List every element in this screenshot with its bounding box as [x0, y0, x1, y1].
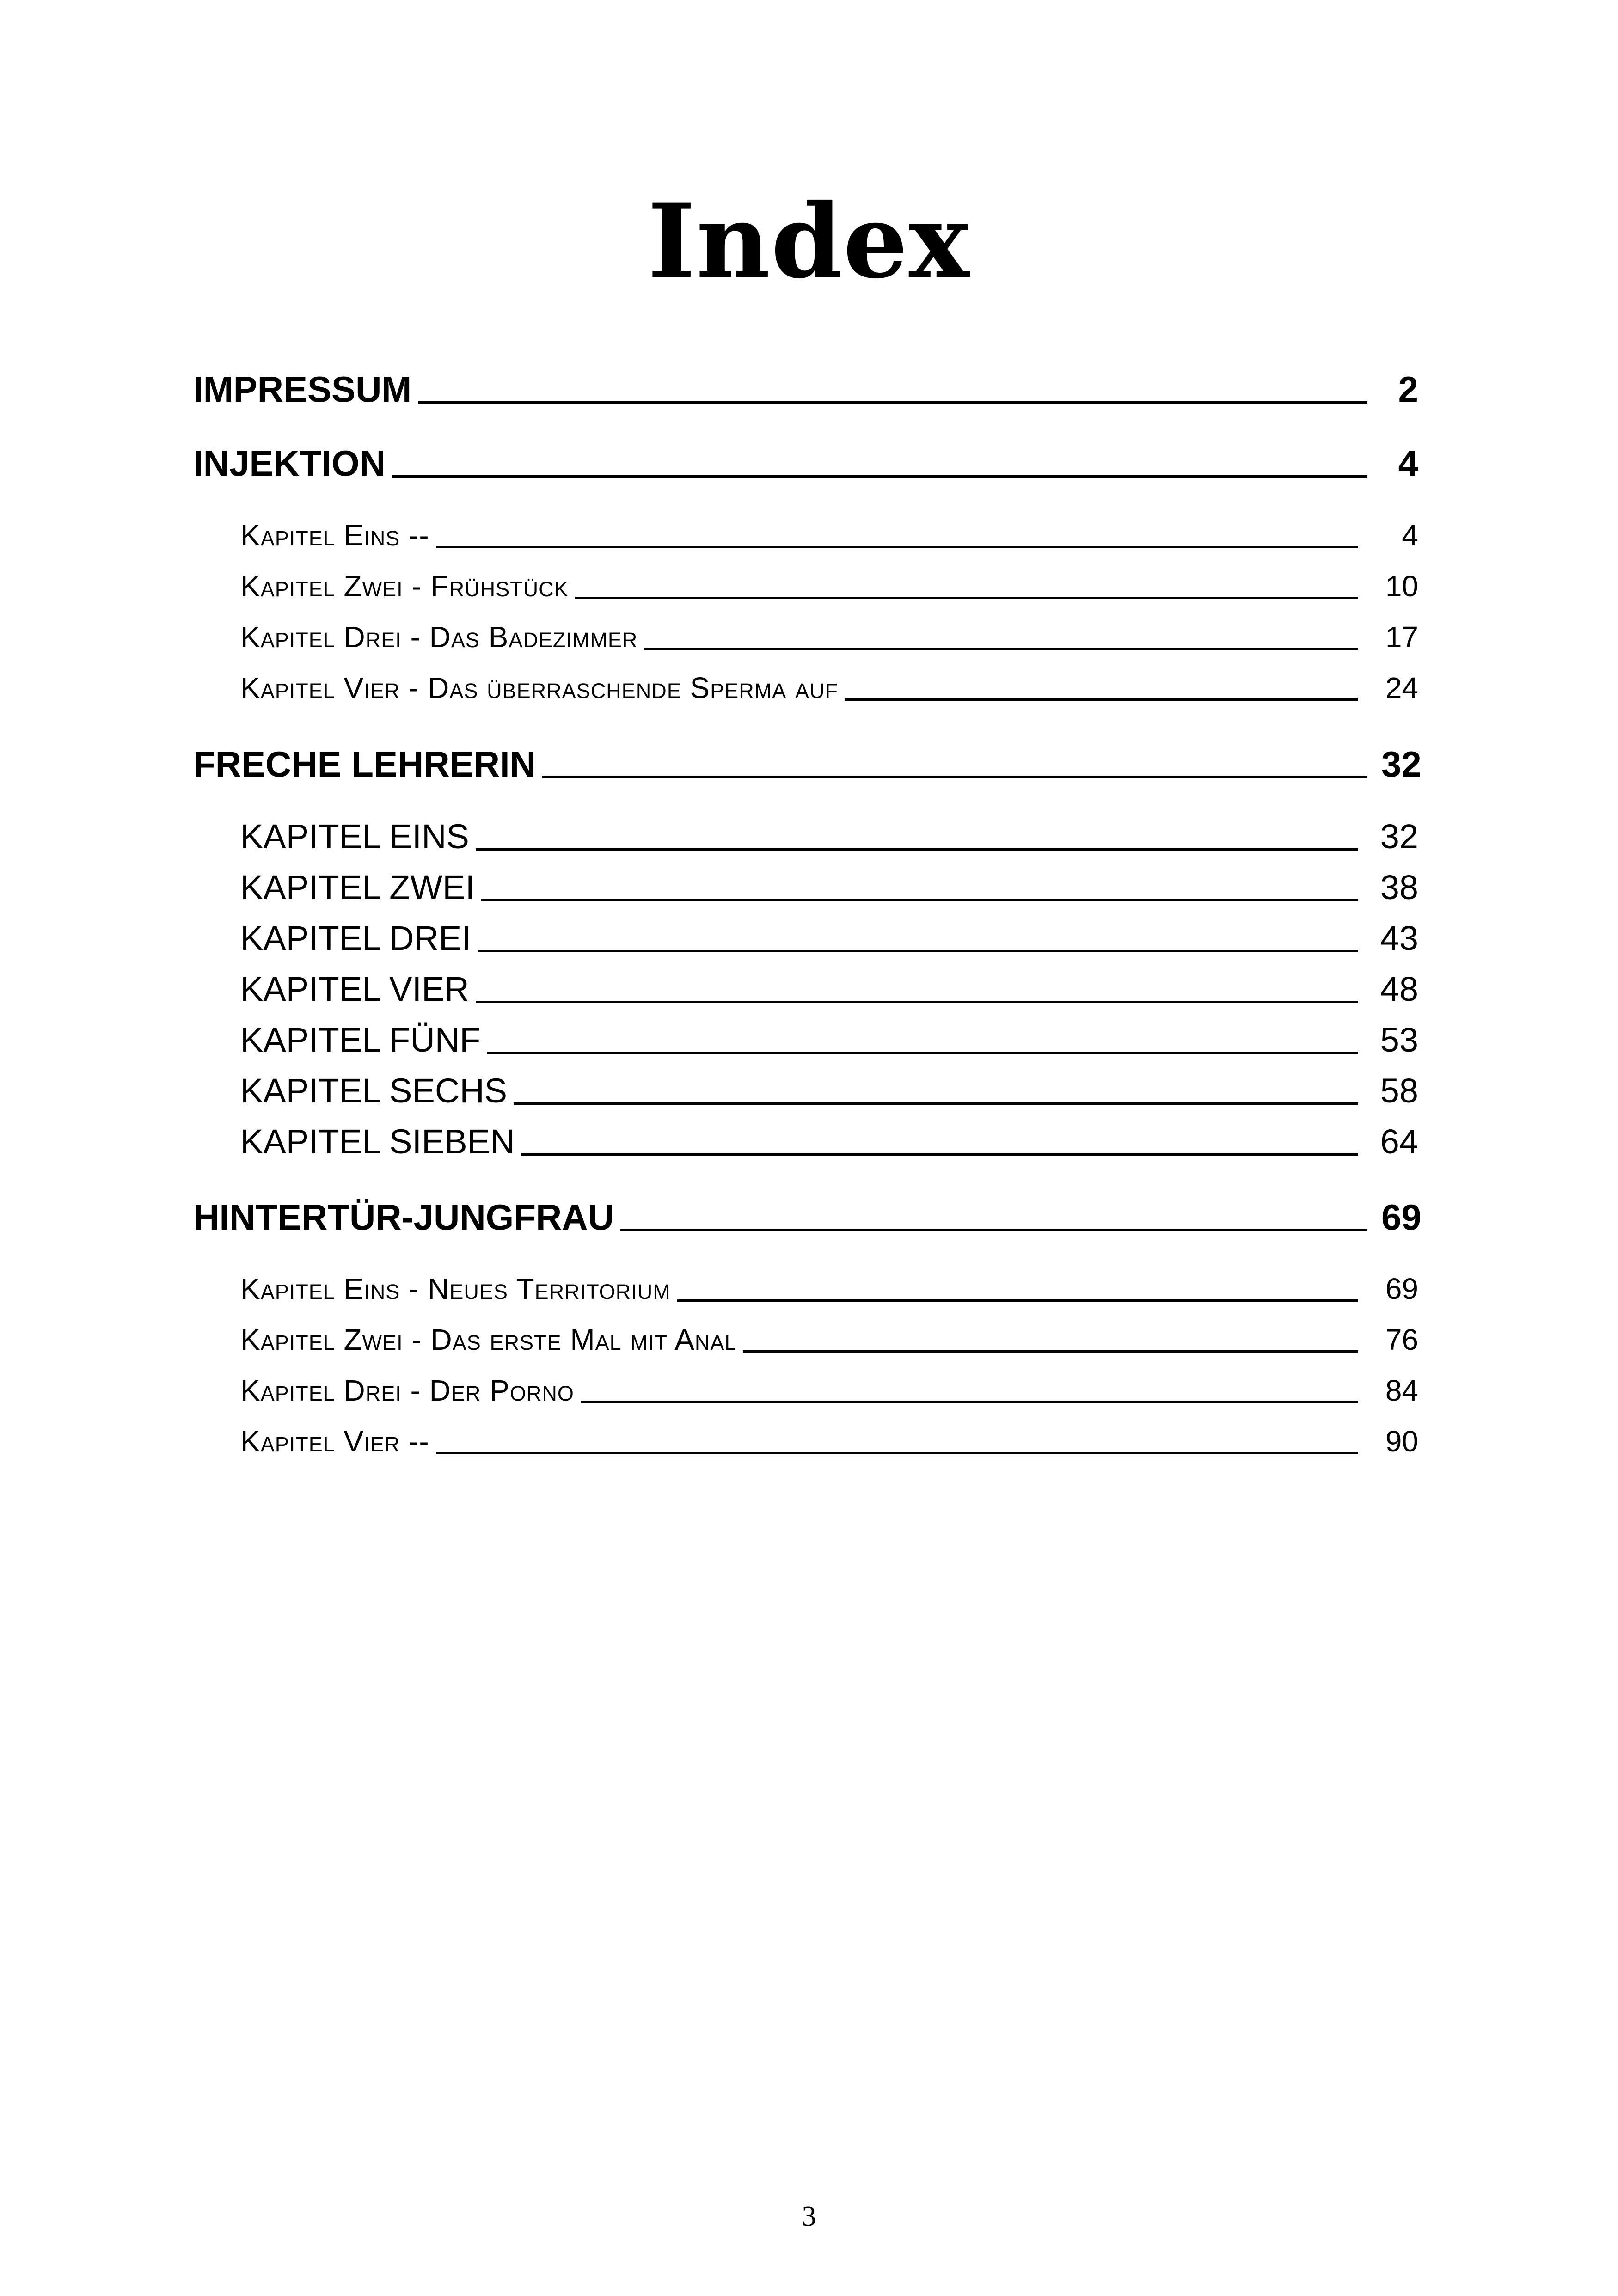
toc-chapter-label: KAPITEL EINS — [240, 817, 469, 856]
dot-leader — [581, 1401, 1358, 1403]
toc-chapter-label: Kapitel Drei - Der Porno — [240, 1374, 574, 1407]
toc-entry-page: 2 — [1398, 369, 1418, 410]
toc-chapter-entry[interactable] — [240, 914, 1418, 962]
toc-chapter-page: 38 — [1380, 868, 1418, 906]
dot-leader — [481, 899, 1358, 901]
toc-chapter-label: KAPITEL VIER — [240, 970, 469, 1008]
toc-chapter-page: 48 — [1380, 970, 1418, 1008]
page-title: Index — [648, 181, 970, 301]
dot-leader — [575, 597, 1358, 599]
toc-chapter-page: 76 — [1385, 1323, 1418, 1356]
toc-chapter-page: 10 — [1385, 569, 1418, 603]
toc-chapter-entry[interactable] — [240, 965, 1418, 1013]
toc-chapter-page: 64 — [1380, 1122, 1418, 1161]
toc-chapter-page: 53 — [1380, 1021, 1418, 1059]
dot-leader — [476, 848, 1358, 851]
toc-chapter-label: KAPITEL ZWEI — [240, 868, 475, 906]
dot-leader — [478, 950, 1358, 952]
dot-leader — [620, 1229, 1367, 1231]
toc-entry-hintertuer-jungfrau[interactable] — [193, 1192, 1422, 1243]
toc-chapter-entry[interactable] — [240, 1266, 1418, 1312]
toc-chapter-entry[interactable] — [240, 813, 1418, 861]
toc-entry-page: 4 — [1398, 443, 1418, 484]
dot-leader — [487, 1052, 1358, 1054]
toc-entry-page: 32 — [1381, 744, 1422, 784]
page-number: 3 — [802, 2201, 816, 2232]
toc-entry-freche-lehrerin[interactable] — [193, 739, 1422, 790]
toc-chapter-entry[interactable] — [240, 665, 1418, 711]
toc-chapter-page: 43 — [1380, 919, 1418, 957]
dot-leader — [392, 475, 1367, 478]
toc-chapter-label: KAPITEL DREI — [240, 919, 471, 957]
toc-chapter-page: 84 — [1385, 1374, 1418, 1407]
toc-chapter-entry[interactable] — [240, 512, 1418, 558]
toc-chapter-label: Kapitel Drei - Das Badezimmer — [240, 620, 638, 654]
toc-entry-label: IMPRESSUM — [193, 369, 412, 410]
dot-leader — [542, 776, 1367, 778]
toc-chapter-entry[interactable] — [240, 1418, 1418, 1464]
toc-chapter-page: 58 — [1380, 1071, 1418, 1110]
toc-chapter-page: 24 — [1385, 671, 1418, 704]
toc-chapter-page: 32 — [1380, 817, 1418, 856]
toc-chapter-entry[interactable] — [240, 1016, 1418, 1064]
dot-leader — [418, 401, 1367, 404]
toc-entry-label: HINTERTÜR-JUNGFRAU — [193, 1197, 614, 1237]
toc-entry-impressum[interactable] — [193, 364, 1418, 415]
dot-leader — [476, 1001, 1358, 1003]
toc-entry-label: FRECHE LEHRERIN — [193, 744, 536, 784]
dot-leader — [521, 1153, 1358, 1156]
toc-chapter-label: KAPITEL FÜNF — [240, 1021, 481, 1059]
toc-chapter-entry[interactable] — [240, 1316, 1418, 1363]
dot-leader — [436, 1452, 1358, 1454]
dot-leader — [436, 546, 1358, 548]
toc-chapter-page: 69 — [1385, 1272, 1418, 1305]
toc-chapter-label: Kapitel Eins -- — [240, 519, 429, 552]
toc-chapter-label: Kapitel Vier - Das überraschende Sperma auf — [240, 671, 838, 704]
toc-chapter-entry[interactable] — [240, 1367, 1418, 1414]
dot-leader — [743, 1350, 1358, 1353]
toc-entry-injektion[interactable] — [193, 438, 1418, 489]
toc-chapter-page: 4 — [1402, 519, 1418, 552]
toc-chapter-entry[interactable] — [240, 863, 1418, 912]
toc-chapter-entry[interactable] — [240, 563, 1418, 609]
toc-chapter-entry[interactable] — [240, 614, 1418, 660]
toc-chapter-page: 90 — [1385, 1425, 1418, 1458]
toc-chapter-label: Kapitel Zwei - Das erste Mal mit Anal — [240, 1323, 737, 1356]
toc-chapter-entry[interactable] — [240, 1118, 1418, 1166]
toc-entry-page: 69 — [1381, 1197, 1422, 1237]
toc-chapter-label: Kapitel Vier -- — [240, 1425, 429, 1458]
toc-chapter-label: KAPITEL SIEBEN — [240, 1122, 515, 1161]
dot-leader — [845, 698, 1358, 701]
dot-leader — [514, 1102, 1358, 1105]
toc-chapter-label: Kapitel Eins - Neues Territorium — [240, 1272, 671, 1305]
toc-chapter-entry[interactable] — [240, 1067, 1418, 1115]
toc-chapter-page: 17 — [1385, 620, 1418, 654]
toc-entry-label: INJEKTION — [193, 443, 386, 484]
toc-chapter-label: Kapitel Zwei - Frühstück — [240, 569, 569, 603]
toc-chapter-label: KAPITEL SECHS — [240, 1071, 508, 1110]
dot-leader — [677, 1299, 1358, 1302]
dot-leader — [644, 648, 1358, 650]
